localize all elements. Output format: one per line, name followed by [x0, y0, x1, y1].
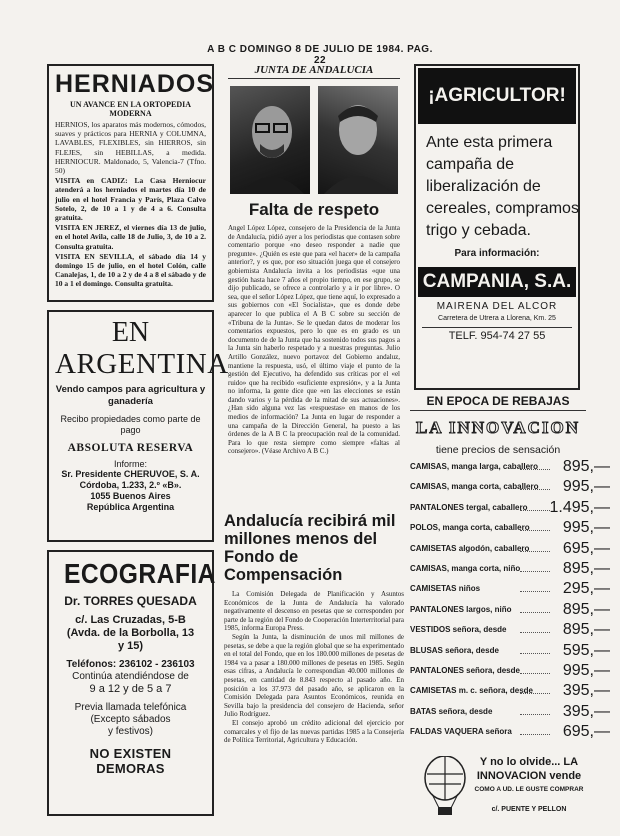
price-label: POLOS, manga corta, caballero: [410, 523, 530, 533]
leader-dots: [520, 632, 550, 633]
price-row: [410, 521, 610, 535]
agricultor-info: Para información:: [454, 248, 540, 259]
price-row: [410, 623, 610, 637]
photo-left: [230, 86, 310, 194]
price-row: [410, 600, 610, 618]
agricultor-line1: Ante esta primera: [426, 134, 553, 151]
herniados-body: HERNIOS, los aparatos más modernos, cómodos, suaves y prácticos para HERNIA y COLUMNA, LAVABLES, FLEXIBLES, sin HIERROS, sin FLEJES, sin HEBILLAS, a medida. HERNIOCUR. Maldonado, 5, Valencia-7 (Tfno. 50): [55, 120, 206, 176]
price-row: [410, 582, 610, 596]
innovacion-epoca: EN EPOCA DE REBAJAS: [410, 394, 586, 411]
price-value: 995,—: [562, 478, 610, 496]
ecografia-prev3: y festivos): [107, 726, 153, 737]
price-label: PANTALONES largos, niño: [410, 604, 512, 614]
ecografia-ad: [47, 550, 214, 816]
price-value: 995,—: [562, 662, 610, 679]
ecografia-footer: NO EXISTEN DEMORAS: [89, 746, 172, 776]
portrait-icon: [230, 86, 310, 194]
price-value: 695,—: [562, 539, 610, 557]
page-header: A B C DOMINGO 8 DE JULIO DE 1984. PAG. 22: [207, 44, 433, 66]
ecografia-title: ECOGRAFIA: [64, 558, 216, 589]
argentina-note: Recibo propiedades como parte de pago: [60, 414, 201, 435]
argentina-line1: EN: [111, 317, 150, 348]
slogan-1: Y no lo olvide... LA: [479, 756, 579, 768]
andalucia-body1: La Comisión Delegada de Planificación y Asuntos Económicos de la Junta de Andalucía ha valorado negativamente el descenso en pesetas que se corresponden por parte de la región del Fondo de Cooperación Interterritorial para 1985, informa Europa Press.: [224, 590, 404, 633]
leader-dots: [520, 530, 550, 531]
price-value: 895,—: [562, 458, 610, 475]
andalucia-body3: El consejo aprobó un crédito adicional del ejercicio por comarcales y el fijo de las nuevas partidas 1985 a la Consejería de Política Territorial, Agricultura y Educación.: [224, 718, 404, 745]
innovacion-store: LA INNOVACION: [415, 418, 581, 437]
ecografia-prev2: (Excepto sábados: [90, 714, 171, 725]
price-value: 395,—: [562, 702, 610, 720]
agricultor-line4: cereales, compramos: [426, 200, 579, 217]
price-row: [410, 539, 610, 557]
agricultor-line3: liberalización de: [426, 178, 541, 195]
agricultor-phone: TELF. 954-74 27 55: [422, 327, 572, 342]
slogan-2: INNOVACION vende: [476, 770, 582, 782]
ecografia-hours1: Continúa atendiéndose de: [72, 671, 189, 682]
leader-dots: [520, 734, 550, 735]
price-value: 595,—: [562, 641, 610, 659]
price-label: CAMISAS, manga corta, caballero: [410, 482, 539, 492]
price-row: [410, 664, 610, 678]
argentina-reserva: ABSOLUTA RESERVA: [67, 442, 194, 454]
price-value: 695,—: [562, 723, 610, 741]
price-value: 895,—: [562, 560, 610, 577]
price-label: CAMISAS, manga corta, niño: [410, 564, 521, 573]
junta-body: Angel López López, consejero de la Presidencia de la Junta de Andalucía, pidió ayer a los periodistas que contasen sobre comentario porque «no deseo responder a nadie que pregunte». ¿Quién es este que para «el hacer» de la campaña anterior?, y es que, por eso situación juega que el consejero gobiernista Andalucía invita a los periodistas «que una gestión hasta hace 7 años el propio tiempo, en ese grupo, se dijo publicado, se ofrece a controlarlo y a ir por libre». O sea, que el señor López López, que tiene aquí, lo expresado a sus gobiernos con «El Socialista», que es donde debe aparecer lo que publica el A B C sobre su sección de «Tribuna de la Junta». Se le quedan datos de moderar los comentarios expuestos, pero lo que es en grado es un documento de de la Junta que ha sostenido todos sus pagos a la Junta sin haberlo respetado y a nuestras preguntas. Julio Artillo González, nuevo portavoz del Gobierno andaluz, mantiene la respuesta, usó, el último viaje el punto de la gestión del Ejecutivo, ha defendido sus críticas por el «el ruido» que ha recibido «suficiente expresión», y a la Junta no informa, la gente dice que «en las elecciones se están dando varios y la pérdida de la mitad de sus actuaciones». ¿Han sido alguna vez las «respuestas» en manos de los medios de información? La Junta en lugar de responder a una campaña de la Dirección General, ha puesto a las órdenes de la A B C la preocupación real de la comunidad. Para lo que resta siempre como siempre «faltas al consejero». (Véase Archivo A B C.): [228, 224, 400, 456]
andalucia-title: Andalucía recibirá mil millones menos del Fondo de Compensación: [224, 512, 396, 584]
agricultor-line5: trigo y cebada.: [426, 222, 531, 239]
price-row: [410, 562, 610, 576]
andalucia-body2: Según la Junta, la disminución de unos mil millones de pesetas, se debe a que la región global que se ha experimentado en el total del Fondo, que en los 180.000 millones de pesetas de 1984 va a pasar a 180.000 millones de pesetas en 1985. Según esas cifras, a Andalucía le correspondían 40.000 millones de pesetas, en cantidad de 8.843 respecto al pasado año. En posición a los 37.973 del pasado año, se aplicaron en la Comisión Delegada para Asuntos Económicos, reunida en Sevilla bajo la presidencia del consejero de Hacienda, señor Julio Rodríguez.: [224, 632, 404, 719]
price-row: [410, 498, 610, 516]
leader-dots: [520, 551, 550, 552]
junta-kicker: JUNTA DE ANDALUCIA: [228, 64, 400, 79]
price-label: CAMISETAS niños: [410, 584, 481, 594]
agricultor-line2: campaña de: [426, 156, 515, 173]
price-row: [410, 460, 610, 474]
junta-section: [224, 64, 404, 504]
slogan-3: COMO A UD. LE GUSTE COMPRAR: [474, 786, 584, 793]
price-row: [410, 725, 610, 739]
balloon-icon: [422, 756, 468, 816]
innovacion-subtitle: tiene precios de sensación: [435, 444, 561, 456]
agricultor-title: ¡AGRICULTOR!: [418, 68, 576, 124]
agricultor-road: Carretera de Utrera a Llorena, Km. 25: [438, 315, 556, 322]
price-value: 895,—: [562, 621, 610, 639]
price-label: FALDAS VAQUERA señora: [410, 727, 512, 737]
leader-dots: [520, 693, 550, 694]
leader-dots: [520, 612, 550, 613]
portrait-icon: [318, 86, 398, 194]
herniados-ad: [47, 64, 214, 302]
price-value: 395,—: [562, 682, 610, 700]
leader-dots: [520, 591, 550, 592]
argentina-line2: ARGENTINA: [55, 348, 229, 380]
price-label: BATAS señora, desde: [410, 706, 493, 716]
ecografia-hours2: 9 a 12 y de 5 a 7: [89, 683, 172, 695]
leader-dots: [520, 469, 550, 470]
herniados-sevilla: VISITA EN SEVILLA, el sábado día 14 y domingo 15 de julio, en el hotel Colón, calle Canalejas, 1, de 10 a 2 y de 4 a 8 el sábado y de 10 a 1 el domingo. Consulta gratuita.: [55, 251, 206, 289]
leader-dots: [520, 489, 550, 490]
price-label: CAMISAS, manga larga, caballero: [410, 462, 539, 471]
price-row: [410, 641, 610, 659]
junta-title: Falta de respeto: [248, 200, 380, 219]
price-value: 295,—: [562, 580, 610, 598]
leader-dots: [520, 673, 550, 674]
price-label: BLUSAS señora, desde: [410, 645, 499, 655]
slogan-4: c/. PUENTE Y PELLON: [491, 806, 567, 813]
leader-dots: [520, 571, 550, 572]
herniados-cadiz: VISITA en CADIZ: La Casa Herniocur atenderá a los herniados el martes día 10 de julio en el hotel Francia y París, Plaza Calvo Sotelo, 2, de 10 a 1 y de 4 a 6. Consulta gratuita.: [55, 176, 206, 223]
ecografia-addr3: y 15): [117, 640, 144, 652]
argentina-informe: Informe:: [113, 459, 147, 469]
argentina-sub: Vendo campos para agricultura y ganadería: [55, 384, 206, 407]
price-row: [410, 480, 610, 494]
price-value: 895,—: [562, 600, 610, 618]
price-label: PANTALONES señora, desde: [410, 666, 520, 675]
andalucia-article: [224, 512, 404, 818]
price-label: VESTIDOS señora, desde: [410, 625, 507, 635]
leader-dots: [520, 714, 550, 715]
herniados-jerez: VISITA EN JEREZ, el viernes día 13 de julio, en el hotel Avila, calle 18 de Julio, 3, de 10 a 2. Consulta gratuita.: [55, 223, 206, 251]
argentina-addr3: República Argentina: [86, 502, 175, 512]
ecografia-prev1: Previa llamada telefónica: [74, 702, 187, 713]
argentina-addr1: Córdoba, 1.233, 2.º «B».: [79, 480, 182, 490]
price-label: CAMISETAS m. c. señora, desde: [410, 686, 533, 696]
agricultor-town: MAIRENA DEL ALCOR: [436, 301, 558, 312]
price-row: [410, 702, 610, 720]
agricultor-ad: [414, 64, 580, 390]
price-value: 1.495,—: [549, 498, 610, 516]
argentina-ad: [47, 310, 229, 542]
leader-dots: [520, 510, 550, 511]
price-row: [410, 684, 610, 698]
ecografia-addr1: c/. Las Cruzadas, 5-B: [75, 614, 186, 626]
ecografia-phones: Teléfonos: 236102 - 236103: [66, 659, 195, 670]
price-label: CAMISETAS algodón, caballero: [410, 543, 530, 553]
price-label: PANTALONES tergal, caballero: [410, 502, 528, 512]
argentina-contact: Sr. Presidente CHERUVOE, S. A.: [61, 469, 200, 479]
herniados-subtitle: UN AVANCE EN LA ORTOPEDIA MODERNA: [69, 100, 192, 118]
argentina-addr2: 1055 Buenos Aires: [90, 491, 171, 501]
ecografia-doctor: Dr. TORRES QUESADA: [64, 594, 197, 608]
photo-right: [318, 86, 398, 194]
agricultor-company: CAMPANIA, S.A.: [418, 267, 576, 297]
leader-dots: [520, 653, 550, 654]
price-value: 995,—: [562, 519, 610, 537]
herniados-title: HERNIADOS: [55, 70, 215, 98]
ecografia-addr2: (Avda. de la Borbolla, 13: [66, 627, 195, 639]
